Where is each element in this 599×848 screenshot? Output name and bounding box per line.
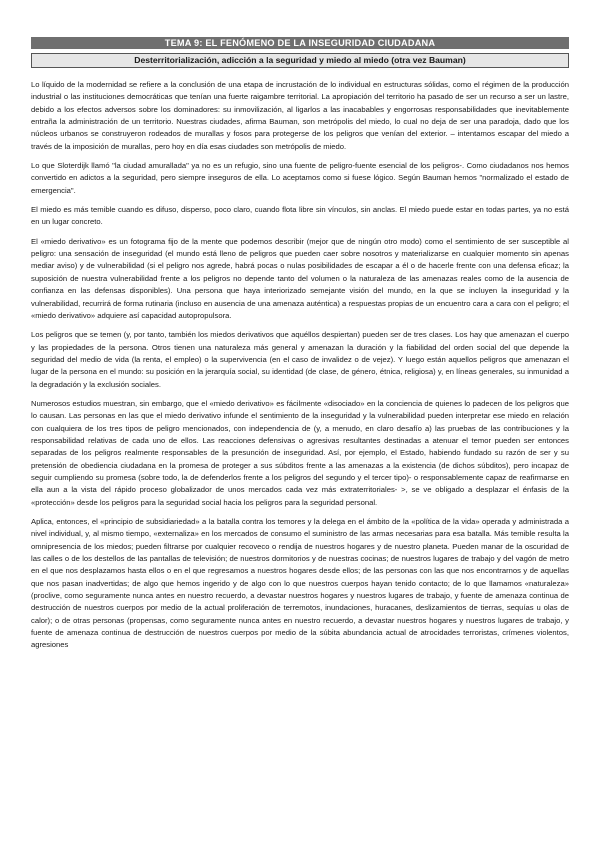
paragraph-7: Aplica, entonces, el «principio de subsidiariedad» a la batalla contra los temores y la delega en el ámbito de la «política de la vida» operada y administrada a nivel individual, y, al mismo tiempo, «externaliza» en los mercados de consumo el suministro de las armas necesarias para esa batalla. Más temible resulta la omnipresencia de los miedos; pueden filtrarse por cualquier recoveco o rendija de nuestros hogares y de nuestro planeta. Pueden manar de la oscuridad de las calles o de los destellos de las pantallas de televisión; de nuestros dormitorios y de nuestras cocinas; de nuestros lugares de trabajo y del vagón de metro en el que nos desplazamos hasta ellos o en el que regresamos a nuestros hogares desde ellos; de las personas con las que nos encontrarnos y de aquellas que nos pasan inadvertidas; de algo que hemos ingerido y de algo con lo que nuestros cuerpos hayan tenido contacto; de lo que llamamos «naturaleza» (proclive, como seguramente nunca antes en nuestro recuerdo, a devastar nuestros hogares y nuestros lugares de trabajo, y fuente de amenaza continua de destrucción de nuestros cuerpos por medio de la actual proliferación de terremotos, inundaciones, huracanes, deslizamientos de tierras, sequías u olas de calor); o de otras personas (propensas, como seguramente nunca antes en nuestro recuerdo, a devastar nuestros hogares y nuestros lugares de trabajo, y fuente de amenaza continua de destrucción de nuestros cuerpos por medio de la súbita abundancia actual de atrocidades terroristas, crímenes violentos, agresiones (31, 517, 569, 650)
paragraph-4: El «miedo derivativo» es un fotograma fijo de la mente que podemos describir (mejor que de ningún otro modo) como el sentimiento de ser susceptible al peligro: una sensación de inseguridad (el mundo está lleno de peligros que pueden caer sobre nosotros y materializarse en cualquier momento sin apenas mediar aviso) y de vulnerabilidad (si el peligro nos agrede, habrá pocas o nulas posibilidades de escapar a él o de hacerle frente con una defensa eficaz; la suposición de nuestra vulnerabilidad frente a los peligros no depende tanto del volumen o la naturaleza de las amenazas reales como de la ausencia de confianza en las defensas disponibles). Una persona que haya interiorizado semejante visión del mundo, en la que se incluyen la inseguridad y la vulnerabilidad, recurrirá de forma rutinaria (incluso en ausencia de una amenaza auténtica) a respuestas propias de un encuentro cara a cara con el peligro; el «miedo derivativo» adquiere así capacidad autopropulsora. (31, 236, 569, 320)
section-subtitle: Desterritorialización, adicción a la seguridad y miedo al miedo (otra vez Bauman) (31, 53, 569, 68)
paragraph-3: El miedo es más temible cuando es difuso, disperso, poco claro, cuando flota libre sin vínculos, sin anclas. El miedo puede estar en todas partes, ya no está en un lugar concreto. (31, 205, 569, 227)
body-text (31, 79, 569, 659)
paragraph-2: Lo que Sloterdijk llamó "la ciudad amurallada" ya no es un refugio, sino una fuente de peligro-fuente esencial de los peligros-. Como ciudadanos nos hemos convertido en adictos a la seguridad, pero siempre inseguros de ella. Lo aceptamos como si fuese lógico. Según Bauman hemos "normalizado el estado de emergencia". (31, 161, 569, 195)
paragraph-5: Los peligros que se temen (y, por tanto, también los miedos derivativos que aquéllos despiertan) pueden ser de tres clases. Los hay que amenazan el cuerpo y las propiedades de la persona. Otros tienen una naturaleza más general y amenazan la duración y la fiabilidad del orden social del que depende la seguridad del medio de vida (la renta, el empleo) o la supervivencia (en el caso de invalidez o de vejez). Y luego están aquellos peligros que amenazan el lugar de la persona en el mundo: su posición en la jerarquía social, su identidad (de clase, de género, étnica, religiosa) y, en líneas generales, su inmunidad a la degradación y la exclusión sociales. (31, 330, 569, 389)
paragraph-6: Numerosos estudios muestran, sin embargo, que el «miedo derivativo» es fácilmente «disociado» en la conciencia de quienes lo padecen de los peligros que lo causan. Las personas en las que el miedo derivativo infunde el sentimiento de la inseguridad y la vulnerabilidad pueden interpretar ese miedo en relación con cualquiera de los tres tipos de peligro mencionados, con independencia de (y, a menudo, en claro desafío a) las pruebas de las contribuciones y la responsabilidad relativas de cada uno de ellos. Las reacciones defensivas o agresivas resultantes destinadas a atenuar el temor pueden ser entonces separadas de los peligros realmente responsables de la presunción de inseguridad. Así, por ejemplo, el Estado, habiendo fundado su razón de ser y su pretensión de obediencia ciudadana en la promesa de proteger a sus súbditos frente a las amenazas a la existencia (de dichos súbditos), pero incapaz de seguir cumpliendo su promesa (sobre todo, la de defenderlos frente a los peligros del segundo y el tercer tipo)- o responsablemente capaz de reafirmarse en ella aun a la vista del rápido proceso globalizador de unos mercados cada vez más extraterritoriales- >, se ve obligado a desplazar el énfasis de la «protección» desde los peligros para la seguridad social hacia los peligros para la seguridad personal. (31, 398, 569, 507)
topic-header: TEMA 9: EL FENÓMENO DE LA INSEGURIDAD CIUDADANA (31, 37, 569, 49)
paragraph-1: Lo líquido de la modernidad se refiere a la conclusión de una etapa de incrustación de lo individual en estructuras sólidas, como el régimen de la producción industrial o las instituciones democráticas que tenían una fuerte raigambre territorial. La apropiación del territorio ha pasado de ser un recurso a ser un lastre, debido a los efectos adversos sobre los dominadores: su inmovilización, al ligarlos a las inacabables y engorrosas responsabilidades que inevitablemente entraña la administración de un territorio. Nuestras ciudades, afirma Bauman, son metrópolis del miedo, lo cual no deja de ser una paradoja, dado que los núcleos urbanos se construyeron rodeados de murallas y fosos para protegerse de los peligros que venían del exterior. – intentamos escapar del miedo a través de la imposición de murallas, pero hoy en día esas ciudades son metrópolis de miedo. (31, 80, 569, 151)
